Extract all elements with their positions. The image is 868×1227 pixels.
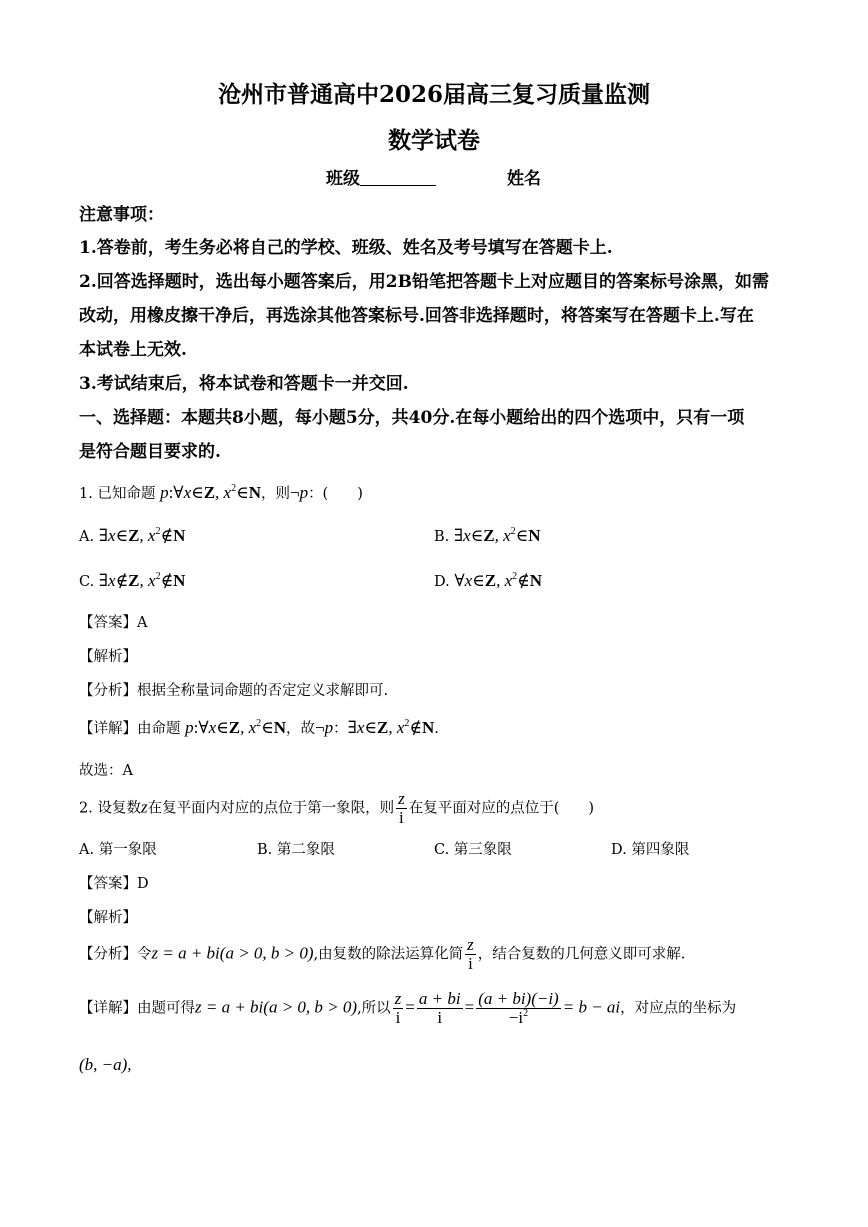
frac-den: [476, 1009, 561, 1027]
math-Z: Z: [376, 718, 389, 737]
math-x: x: [464, 571, 473, 590]
math-exp: 2: [404, 718, 410, 729]
math-Z: Z: [128, 571, 140, 590]
q1-option-a[interactable]: [79, 526, 185, 546]
math-in: ∈: [470, 526, 484, 545]
q2-option-d[interactable]: D. 第四象限: [611, 842, 690, 858]
fenxi-prefix: 【分析】令: [79, 946, 152, 963]
notice-item-1: 1.答卷前，考生务必将自己的学校、班级、姓名及考号填写在答题卡上.: [79, 238, 613, 258]
math-p: p: [324, 718, 334, 737]
math-N: N: [528, 526, 541, 545]
detail-mid: ,所以: [357, 1000, 391, 1017]
math-coord: (b, −a),: [79, 1055, 132, 1074]
q2-stem-prefix: 2. 设复数: [79, 800, 141, 817]
math-cond: (a > 0, b > 0): [263, 997, 358, 1017]
math-N: N: [273, 718, 287, 737]
math-exp: 2: [155, 571, 161, 582]
math-x2: , x: [139, 526, 156, 545]
math-exp: 2: [231, 483, 237, 494]
math-x: x: [183, 483, 192, 502]
q1-option-d[interactable]: [434, 571, 542, 591]
q1-analysis: 【解析】: [79, 649, 137, 665]
fenxi-suffix: ，结合复数的几何意义即可求解.: [477, 946, 686, 963]
q1-option-b[interactable]: [434, 526, 541, 546]
math-p: p: [299, 483, 309, 502]
math-expr: z = a + bi: [195, 997, 264, 1017]
frac-den: i: [468, 954, 473, 973]
math-forall: ∀: [173, 483, 184, 502]
math-cond: (a > 0, b > 0): [219, 943, 314, 963]
math-in: ∈: [515, 526, 529, 545]
math-x2: , x: [240, 718, 257, 737]
math-Z: Z: [483, 526, 495, 545]
q2-fenxi: [79, 936, 685, 973]
math-N: N: [421, 718, 435, 737]
math-exists: ∃: [347, 718, 357, 737]
math-notin: ∉: [517, 571, 530, 590]
math-forall: ∀: [454, 571, 465, 590]
math-N: N: [248, 483, 261, 502]
math-x2: , x: [139, 571, 156, 590]
math-exp: 2: [512, 571, 518, 582]
frac-den-base: −i: [508, 1008, 524, 1027]
section-1-line-1: 一、选择题：本题共8小题，每小题5分，共40分.在每小题给出的四个选项中，只有一项: [79, 408, 745, 428]
class-field[interactable]: [326, 164, 436, 189]
detail-colon: ：: [333, 721, 348, 737]
math-in: ∈: [236, 483, 249, 502]
math-x2: , x: [494, 526, 511, 545]
notice-item-3: 3.考试结束后，将本试卷和答题卡一并交回.: [79, 374, 409, 394]
math-exists: ∃: [98, 571, 109, 590]
math-exp: 2: [155, 526, 161, 537]
math-colon: :: [193, 718, 199, 737]
math-x: x: [107, 526, 116, 545]
q2-detail: [79, 990, 736, 1027]
q2-stem-mid: 在复平面内对应的点位于第一象限，则: [147, 800, 395, 817]
q1-stem-prefix: 1. 已知命题: [79, 486, 156, 502]
math-Z: Z: [484, 571, 497, 590]
math-N: N: [173, 571, 186, 590]
math-exp: 2: [510, 526, 516, 537]
q2-option-c[interactable]: C. 第三象限: [434, 842, 512, 858]
frac-num: z: [394, 989, 402, 1008]
math-in: ∈: [216, 718, 229, 737]
frac-den: i: [395, 1008, 401, 1027]
q2-analysis: 【解析】: [79, 910, 137, 926]
math-notin: ∉: [160, 571, 174, 590]
math-neg: ¬: [289, 483, 300, 502]
math-exp: 2: [523, 1008, 529, 1019]
math-Z: Z: [228, 718, 241, 737]
math-x: x: [208, 718, 217, 737]
math-eq: =: [464, 997, 475, 1017]
notice-item-2-line-1: 2.回答选择题时，选出每小题答案后，用2B铅笔把答题卡上对应题目的答案标号涂黑，如需: [79, 272, 769, 292]
notice-heading: 注意事项：: [79, 205, 164, 225]
fraction-z-over-i: [393, 990, 404, 1027]
math-x: x: [463, 526, 471, 545]
math-N: N: [173, 526, 186, 545]
q2-option-a[interactable]: A. 第一象限: [79, 842, 157, 858]
period: .: [434, 721, 439, 737]
q1-stem-suffix: ：( ): [308, 486, 363, 502]
math-forall: ∀: [198, 718, 209, 737]
math-x2: , x: [496, 571, 513, 590]
exam-title: 沧州市普通高中2026届高三复习质量监测: [217, 81, 650, 108]
fraction-a-plus-bi-over-i: [417, 990, 463, 1027]
math-in: ∈: [472, 571, 485, 590]
q2-answer: 【答案】D: [79, 876, 149, 892]
math-x2: , x: [215, 483, 232, 502]
q1-detail: [79, 717, 439, 738]
math-exists: ∃: [98, 526, 108, 545]
math-x: x: [108, 571, 116, 590]
frac-den: i: [399, 808, 404, 827]
math-notin: ∉: [160, 526, 174, 545]
q1-stem-mid: ，则: [260, 486, 290, 502]
frac-num: z: [398, 789, 405, 808]
class-blank[interactable]: [360, 169, 436, 186]
detail-suffix: ，对应点的坐标为: [620, 1000, 737, 1017]
q2-stem-suffix: 在复平面对应的点位于( ): [408, 800, 595, 817]
math-x2: , x: [388, 718, 405, 737]
math-in: ∈: [364, 718, 377, 737]
q1-option-c[interactable]: [79, 571, 185, 591]
exam-subtitle: 数学试卷: [388, 127, 480, 154]
q2-stem: [79, 790, 594, 827]
frac-num: z: [467, 935, 474, 954]
name-label: 姓名: [507, 169, 541, 189]
q2-option-b[interactable]: B. 第二象限: [257, 842, 335, 858]
math-z: z: [140, 797, 148, 817]
math-p: p: [185, 718, 194, 737]
math-notin: ∉: [409, 718, 422, 737]
option-label: B.: [434, 529, 450, 545]
q1-choose: 故选：A: [79, 763, 133, 779]
math-in: ∈: [191, 483, 204, 502]
math-N: N: [529, 571, 542, 590]
math-result: = b − ai: [562, 997, 621, 1017]
frac-num: (a + bi)(−i): [478, 989, 559, 1008]
math-eq: =: [405, 997, 415, 1017]
class-label: 班级: [326, 169, 360, 189]
math-expr: z = a + bi: [151, 943, 220, 963]
q1-fenxi: 【分析】根据全称量词命题的否定定义求解即可.: [79, 683, 389, 699]
q2-coord: [79, 1055, 132, 1075]
math-colon: :: [168, 483, 174, 502]
detail-prefix: 【详解】由命题: [79, 721, 181, 737]
q1-stem: [79, 482, 363, 503]
math-exp: 2: [256, 718, 262, 729]
math-exists: ∃: [453, 526, 464, 545]
math-Z: Z: [128, 526, 140, 545]
fraction-z-over-i: [465, 936, 476, 973]
detail-mid: ，故: [286, 721, 316, 737]
math-p: p: [160, 483, 169, 502]
frac-den: i: [437, 1008, 443, 1027]
notice-item-2-line-3: 本试卷上无效.: [79, 340, 187, 360]
fraction-z-over-i: [396, 790, 407, 827]
detail-prefix: 【详解】由题可得: [79, 1000, 195, 1017]
option-label: A.: [79, 529, 95, 545]
fraction-expanded: [476, 990, 561, 1027]
math-neg: ¬: [315, 718, 325, 737]
math-x: x: [356, 718, 365, 737]
math-Z: Z: [203, 483, 216, 502]
q1-answer: 【答案】A: [79, 615, 148, 631]
math-in: ∈: [261, 718, 274, 737]
math-in: ∈: [115, 526, 129, 545]
section-1-line-2: 是符合题目要求的.: [79, 442, 221, 462]
fenxi-mid: ,由复数的除法运算化简: [313, 946, 464, 963]
frac-num: a + bi: [418, 989, 461, 1008]
math-notin: ∉: [115, 571, 129, 590]
option-label: C.: [79, 574, 95, 590]
notice-item-2-line-2: 改动，用橡皮擦干净后，再选涂其他答案标号.回答非选择题时，将答案写在答题卡上.写在: [79, 306, 754, 326]
option-label: D.: [434, 574, 450, 590]
